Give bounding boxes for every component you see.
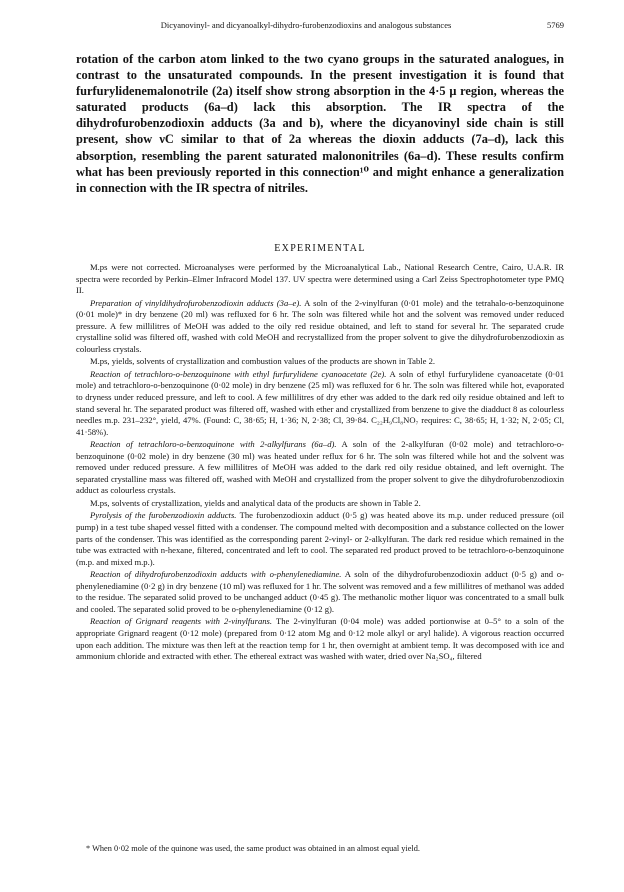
paragraph-text: The 2-vinylfuran (0·04 mole) was added portionwise at 0–5° to a soln of the appropriate Grignard reagent (0·12 mole) (prepared from 0·12 atom Mg and 0·12 mole alkyl or aryl halide). A vigorous reaction occurred upon each addition. The mixture was then left at the reaction temp for 1 hr, then overnight at ambient temp. It was decomposed with ice and ammonium chloride and extracted with ether. The ethereal extract was washed with water, dried over Na₂SO₄, filtered <box>76 616 564 662</box>
paragraph <box>76 356 564 368</box>
running-title: Dicyanovinyl- and dicyanoalkyl-dihydro-furobenzodioxins and analogous substances <box>160 20 452 30</box>
paragraph-text: The furobenzodioxin adduct (0·5 g) was heated above its m.p. under reduced pressure (oil pump) in a test tube shaped vessel fitted with a condenser. The compound melted with decomposition and a substance collected on the lower parts of the condenser. This was identified as the corresponding parent 2-vinyl- or 2-alkylfuran. The dark red residue which remained in the tube was extracted with n-hexane, filtered, concentrated and left to cool. The separated red product proved to be tetrachloro-o-benzoquinone (m.p. and mixed m.p.). <box>76 510 564 567</box>
paragraph-text: A soln of ethyl furfurylidene cyanoacetate (0·01 mole) and tetrachloro-o-benzoquinone (0·02 mole) in dry benzene (25 ml) was refluxed for 6 hr. The soln was filtered while hot, evaporated to dryness under reduced pressure, and left to cool. A few millilitres of dry ether was added to the dark red oily residue obtained and left to stand several hr. The separated product was filtered off, washed with ether and crystallized from benzene to give the diadduct 8 as colourless needles m.p. 231–232°, yield, 47%. (Found: C, 38·65; H, 1·36; N, 2·38; Cl, 39·84. C₂₂H₉Cl₈NO₇ requires: C, 38·65; H, 1·32; N, 2·05; Cl, 41·58%). <box>76 368 564 437</box>
paragraph <box>76 569 564 615</box>
paragraph <box>76 616 564 662</box>
paragraph-lead: Reaction of dihydrofurobenzodioxin adducts with o-phenylenediamine. <box>90 569 342 580</box>
experimental-body <box>76 262 564 663</box>
paragraph-text: A soln of the 2-alkylfuran (0·02 mole) and tetrachloro-o-benzoquinone (0·02 mole) in dry benzene (30 ml) was heated under reflux for 6 hr. The soln was filtered while hot and the solvent was removed under reduced pressure. A few millilitres of MeOH was added to the dark red oily residue obtained, and left overnight. The separated crystalline mass was filtered off, washed with MeOH and crystallized from the proper solvent to give the dihydrofurobenzodioxin adduct as colourless crystals. <box>76 439 565 496</box>
section-heading-experimental: EXPERIMENTAL <box>274 243 366 254</box>
paragraph <box>76 510 564 568</box>
paragraph-lead: Pyrolysis of the furobenzodioxin adducts. <box>90 510 237 521</box>
page-number: 5769 <box>547 20 564 30</box>
paragraph-text: M.ps, solvents of crystallization, yields and analytical data of the products are shown in Table 2. <box>90 497 421 508</box>
paragraph <box>76 298 564 356</box>
paragraph-lead: Reaction of tetrachloro-o-benzoquinone with 2-alkylfurans (6a–d). <box>90 439 337 450</box>
paragraph-text: A soln of the dihydrofurobenzodioxin adduct (0·5 g) and o-phenylenediamine (0·2 g) in dry benzene (10 ml) was refluxed for 1 hr. The solvent was removed and a few millilitres of methanol was added to the residue. The separated solid proved to be unchanged adduct (0·45 g). The methanolic mother liquor was concentrated to a small bulk and cooled. The separated solid proved to be o-phenylenediamine (0·12 g). <box>76 569 564 614</box>
paragraph-text: M.ps, yields, solvents of crystallization and combustion values of the products are shown in Table 2. <box>90 356 436 367</box>
paragraph <box>76 498 564 510</box>
paragraph <box>76 369 564 438</box>
paragraph-text: A soln of the 2-vinylfuran (0·01 mole) and the tetrahalo-o-benzoquinone (0·01 mole)* in dry benzene (20 ml) was refluxed for 6 hr. The soln was filtered while hot and the solvent was removed under reduced pressure. A few millilitres of MeOH was added to the oily red residue obtained, and left to stand for several hr. The separated crude crystalline solid was filtered off, washed with cold MeOH and recrystallized from the proper solvent to give the dihydrofurobenzodioxin as colourless crystals. <box>76 297 564 354</box>
paragraph <box>76 262 564 297</box>
paragraph-lead: Reaction of Grignard reagents with 2-vinylfurans. <box>90 616 273 627</box>
running-header <box>76 20 564 30</box>
paragraph-lead: Reaction of tetrachloro-o-benzoquinone with ethyl furfurylidene cyanoacetate (2e). <box>90 368 387 379</box>
paragraph <box>76 439 564 497</box>
paragraph-lead: Preparation of vinyldihydrofurobenzodioxin adducts (3a–e). <box>90 297 302 308</box>
intro-paragraph: rotation of the carbon atom linked to the two cyano groups in the saturated analogues, in contrast to the unsaturated compounds. In the present investigation it is found that furfurylidenemalonotrile (2a) itself show strong absorption in the 4·5 μ region, whereas the saturated products (6a–d) lack this absorption. The IR spectra of the dihydrofurobenzodioxin adducts (3a and b), where the dicyanovinyl side chain is still present, show νC similar to that of 2a whereas the dioxin adducts (7a–d), lack this absorption, resembling the parent saturated malononitriles (6a–d). These results confirm what has been previously reported in this connection¹⁰ and might enhance a generalization in connection with the IR spectra of nitriles. <box>76 52 564 195</box>
paragraph-text: M.ps were not corrected. Microanalyses were performed by the Microanalytical Lab., National Research Centre, Cairo, U.A.R. IR spectra were recorded by Perkin–Elmer Infracord Model 137. UV spectra were determined using a Carl Zeiss Spectrophotometer type PMQ II. <box>76 262 564 296</box>
footnote: * When 0·02 mole of the quinone was used, the same product was obtained in an almost equal yield. <box>86 844 420 853</box>
